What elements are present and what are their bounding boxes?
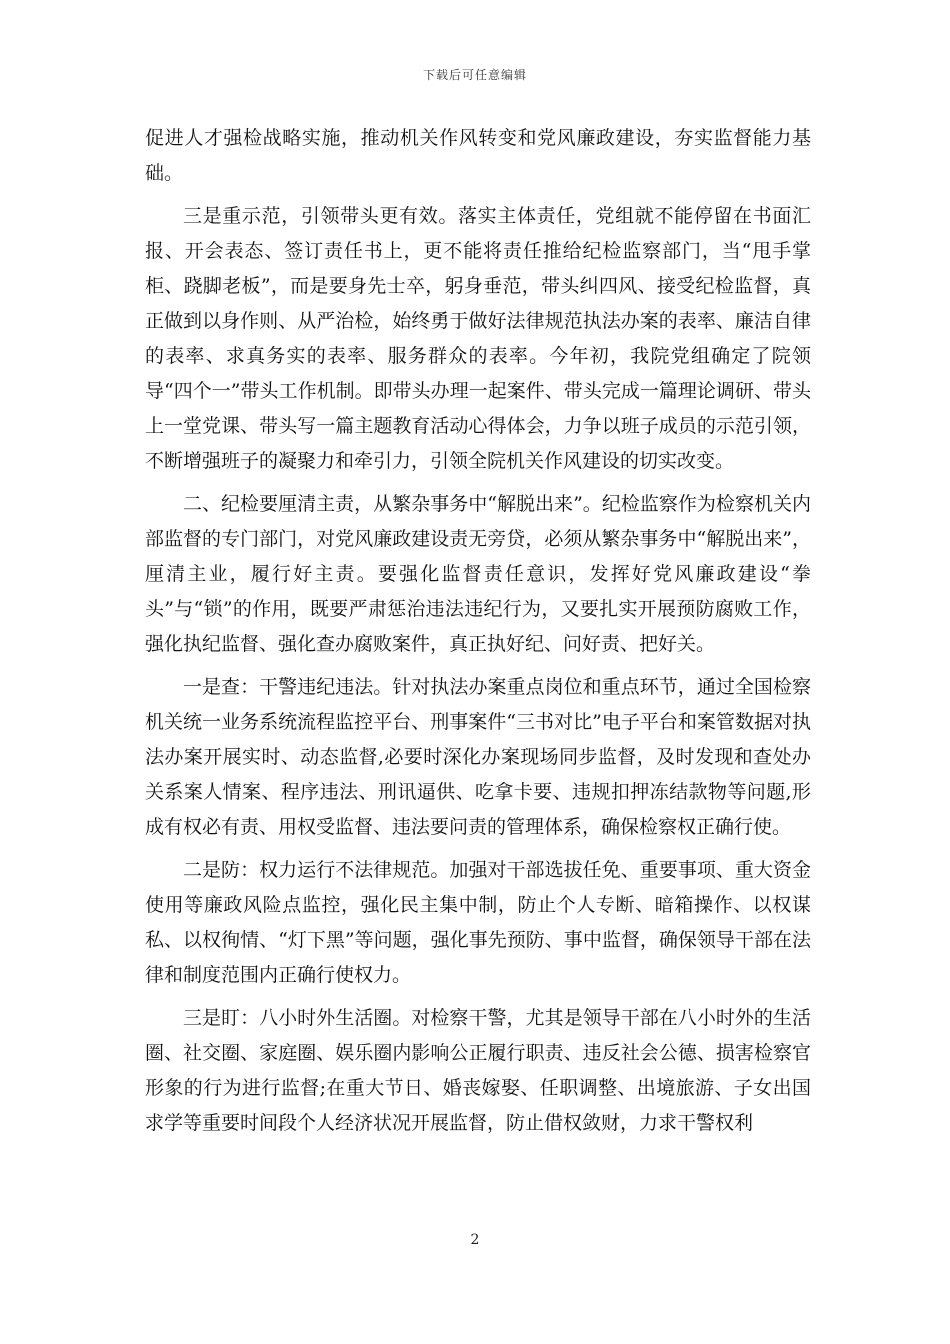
paragraph-continued: 促进人才强检战略实施，推动机关作风转变和党风廉政建设，夯实监督能力基础。: [145, 127, 811, 184]
page-header: 下载后可任意编辑: [422, 68, 527, 82]
document-body: [145, 121, 811, 1141]
paragraph-demonstration: 三是重示范，引领带头更有效。落实主体责任，党组就不能停留在书面汇报、开会表态、签订责任书上，更不能将责任推给纪检监察部门，当“甩手掌柜、跷脚老板”，而是要身先士卒，躬身垂范，带头纠四风、接受纪检监督，真正做到以身作则、从严治检，始终勇于做好法律规范执法办案的表率、廉洁自律的表率、求真务实的表率、服务群众的表率。今年初，我院党组确定了院领导“四个一”带头工作机制。即带头办理一起案件、带头完成一篇理论调研、带头上一堂党课、带头写一篇主题教育活动心得体会，力争以班子成员的示范引领，不断增强班子的凝聚力和牵引力，引领全院机关作风建设的切实改变。: [145, 205, 811, 472]
page-number: 2: [470, 1232, 480, 1248]
paragraph-monitor: 三是盯：八小时外生活圈。对检察干警，尤其是领导干部在八小时外的生活圈、社交圈、家庭圈、娱乐圈内影响公正履行职责、违反社会公德、损害检察官形象的行为进行监督;在重大节日、婚丧嫁娶、任职调整、出境旅游、子女出国求学等重要时间段个人经济状况开展监督，防止借权敛财，力求干警权利: [145, 1007, 811, 1134]
paragraph-investigate: 一是查：干警违纪违法。针对执法办案重点岗位和重点环节，通过全国检察机关统一业务系统流程监控平台、刑事案件“三书对比”电子平台和案管数据对执法办案开展实时、动态监督,必要时深化办案现场同步监督，及时发现和查处办关系案人情案、程序违法、刑讯逼供、吃拿卡要、违规扣押冻结款物等问题,形成有权必有责、用权受监督、违法要问责的管理体系，确保检察权正确行使。: [145, 676, 811, 838]
paragraph-discipline-inspection: 二、纪检要厘清主责，从繁杂事务中“解脱出来”。纪检监察作为检察机关内部监督的专门部门，对党风廉政建设责无旁贷，必须从繁杂事务中“解脱出来”，厘清主业，履行好主责。要强化监督责任意识，发挥好党风廉政建设“拳头”与“锁”的作用，既要严肃惩治违法违纪行为，又要扎实开展预防腐败工作，强化执纪监督、强化查办腐败案件，真正执好纪、问好责、把好关。: [145, 493, 811, 655]
paragraph-prevent: 二是防：权力运行不法律规范。加强对干部选拔任免、重要事项、重大资金使用等廉政风险点监控，强化民主集中制，防止个人专断、暗箱操作、以权谋私、以权徇情、“灯下黑”等问题，强化事先预防、事中监督，确保领导干部在法律和制度范围内正确行使权力。: [145, 859, 811, 986]
